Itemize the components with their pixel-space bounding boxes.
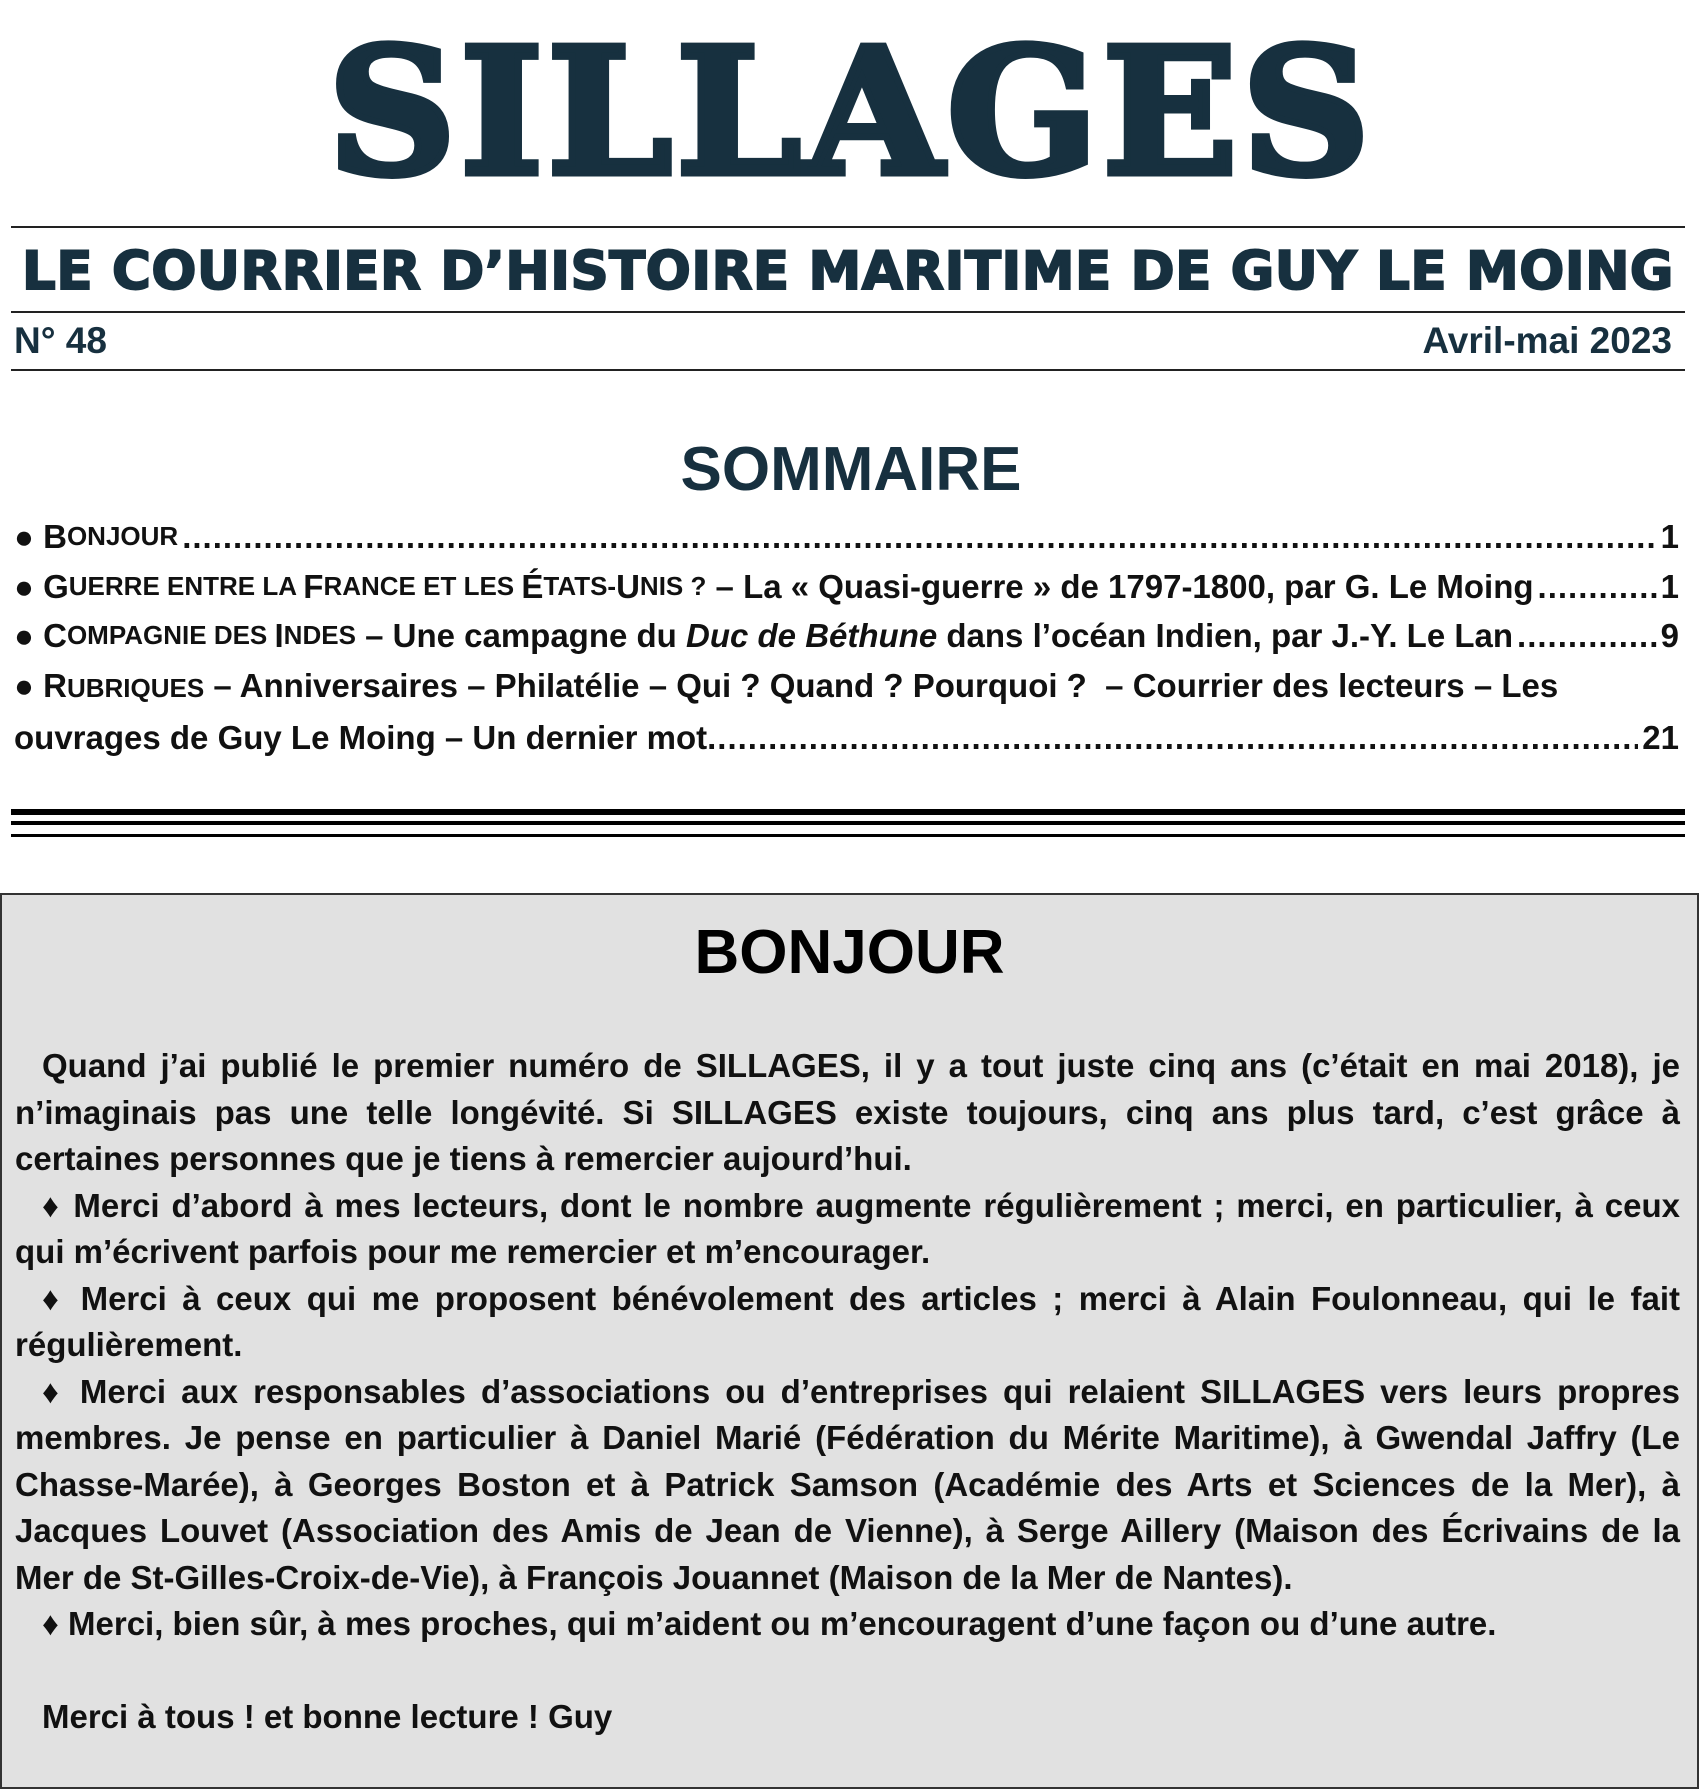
bonjour-paragraph: ♦ Merci, bien sûr, à mes proches, qui m’aident ou m’encouragent d’une façon ou d’une autre.: [42, 1605, 1497, 1642]
bonjour-paragraph: ♦ Merci d’abord à mes lecteurs, dont le nombre augmente régulièrement ; merci, en particulier, à ceux qui m’écrivent parfois pour me remercier et m’encourager.: [15, 1186, 1680, 1270]
toc-page-number: 9: [1660, 617, 1679, 654]
toc-item-text: – Une campagne du: [355, 617, 687, 654]
toc-item-text: ouvrages de Guy Le Moing – Un dernier mot: [14, 719, 708, 756]
divider-thick: [11, 821, 1685, 825]
bonjour-section: [0, 893, 1699, 1789]
toc-leader: [707, 713, 1638, 763]
masthead-subtitle: LE COURRIER D’HISTOIRE MARITIME DE GUY LE MOING: [22, 241, 1674, 302]
toc-item-text: – Anniversaires – Philatélie – Qui ? Quand ? Pourquoi ? – Courrier des lecteurs – Les: [204, 666, 1559, 704]
toc-heading-initial: R: [43, 666, 67, 704]
toc-bullet: ●: [14, 518, 34, 555]
toc-item-line: [14, 713, 1679, 763]
bonjour-paragraph: Quand j’ai publié le premier numéro de SILLAGES, il y a tout juste cinq ans (c’était en mai 2018), je n’imaginais pas une telle longévité. Si SILLAGES existe toujours, cinq ans plus tard, c’est grâce à certaines personnes que je tiens à remercier aujourd’hui.: [15, 1047, 1680, 1177]
bonjour-paragraph: ♦ Merci aux responsables d’associations ou d’entreprises qui relaient SILLAGES vers leurs propres membres. Je pense en particulier à Daniel Marié (Fédération du Mérite Maritime), à Gwendal Jaffry (Le Chasse-Marée), à Georges Boston et à Patrick Samson (Académie des Arts et Sciences de la Mer), à Jacques Louvet (Association des Amis de Jean de Vienne), à Serge Aillery (Maison des Écrivains de la Mer de St-Gilles-Croix-de-Vie), à François Jouannet (Maison de la Mer de Nantes).: [15, 1372, 1680, 1596]
toc-heading-initial: F: [303, 567, 324, 605]
toc-bullet: ●: [14, 666, 34, 704]
toc-heading-rest: UBRIQUES: [66, 672, 205, 703]
bonjour-signoff: Merci à tous ! et bonne lecture ! Guy: [42, 1697, 613, 1735]
masthead-title: SILLAGES: [327, 11, 1375, 215]
rule-middle: [11, 311, 1685, 313]
toc-item-quasi-guerre[interactable]: [14, 562, 1679, 612]
toc-page-number: 21: [1642, 719, 1679, 756]
toc-heading-rest: NDES: [283, 620, 356, 650]
bonjour-title: BONJOUR: [694, 918, 1005, 987]
divider-thick: [11, 809, 1685, 815]
bonjour-paragraph: ♦ Merci à ceux qui me proposent bénévolement des articles ; merci à Alain Foulonneau, qui le fait régulièrement.: [15, 1279, 1680, 1363]
toc-leader: [1517, 611, 1657, 661]
divider-thick: [11, 834, 1685, 837]
toc-bullet: ●: [14, 617, 34, 654]
toc-item-compagnie-des-indes[interactable]: [14, 611, 1679, 661]
toc-item-line: [14, 661, 1679, 714]
toc-heading-initial: B: [43, 518, 67, 555]
toc-heading-rest: RANCE ET LES: [323, 570, 522, 601]
issue-number: N° 48: [14, 320, 107, 361]
toc-heading-rest: ONJOUR: [66, 521, 179, 551]
sommaire-title: SOMMAIRE: [680, 435, 1022, 504]
toc-heading-rest: NIS ?: [639, 570, 707, 601]
bonjour-body: [15, 1043, 1680, 1740]
toc-heading-initial: I: [274, 617, 284, 654]
table-of-contents: [14, 512, 1679, 763]
toc-heading-initial: É: [521, 567, 544, 605]
toc-page-number: 1: [1660, 567, 1679, 605]
toc-heading-initial: C: [43, 617, 67, 654]
toc-heading-rest: TATS-: [543, 570, 617, 601]
toc-item-text: – La « Quasi-guerre » de 1797-1800, par G. Le Moing: [706, 567, 1534, 605]
toc-heading-rest: UERRE ENTRE LA: [68, 570, 304, 601]
issue-date: Avril-mai 2023: [1422, 320, 1672, 361]
toc-item-rubriques[interactable]: [14, 661, 1679, 763]
toc-heading-rest: OMPAGNIE DES: [66, 620, 275, 650]
toc-leader: [1538, 562, 1657, 612]
rule-top: [11, 226, 1685, 228]
toc-heading-initial: G: [43, 567, 69, 605]
toc-item-ship-name: Duc de Béthune: [686, 617, 938, 654]
toc-bullet: ●: [14, 567, 34, 605]
toc-heading-initial: U: [616, 567, 640, 605]
toc-item-text: dans l’océan Indien, par J.-Y. Le Lan: [937, 617, 1514, 654]
toc-leader: [182, 512, 1656, 562]
rule-bottom: [11, 369, 1685, 371]
toc-item-bonjour[interactable]: [14, 512, 1679, 562]
toc-page-number: 1: [1660, 518, 1679, 555]
